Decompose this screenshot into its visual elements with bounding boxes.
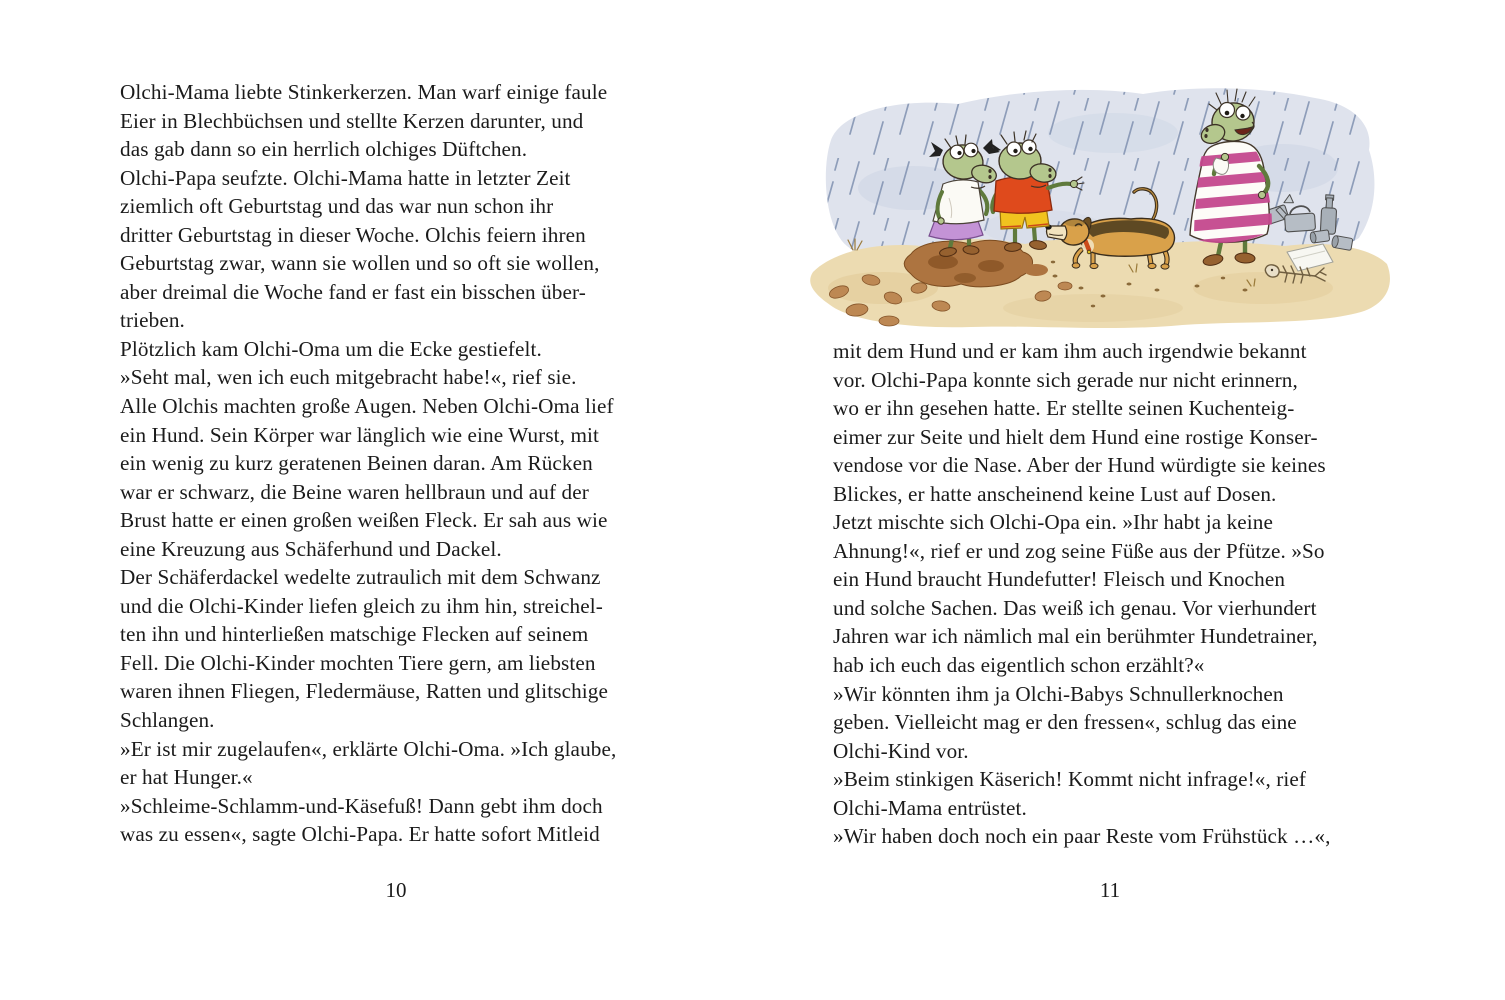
text-line: dritter Geburtstag in dieser Woche. Olchis feiern ihren [120, 222, 586, 247]
text-line: Geburtstag zwar, wann sie wollen und so oft sie wollen, [120, 251, 600, 276]
text-line: Schlangen. [120, 708, 215, 733]
text-line: ziemlich oft Geburtstag und das war nun schon ihr [120, 194, 554, 219]
text-line: vendose vor die Nase. Aber der Hund würdigte sie keines [833, 453, 1326, 478]
text-line: »Schleime-Schlamm-und-Käsefuß! Dann gebt ihm doch [120, 793, 603, 818]
text-line: Plötzlich kam Olchi-Oma um die Ecke gestiefelt. [120, 336, 542, 361]
text-line: Fell. Die Olchi-Kinder mochten Tiere gern, am liebsten [120, 650, 596, 675]
right-text-block [833, 337, 1403, 851]
text-line: geben. Vielleicht mag er den fressen«, schlug das eine [833, 710, 1297, 735]
boy-eye [1022, 140, 1036, 154]
small-can [1310, 230, 1330, 244]
oma-hand [1221, 153, 1228, 160]
text-line: Brust hatte er einen großen weißen Fleck. Er sah aus wie [120, 508, 608, 533]
text-line: eimer zur Seite und hielt dem Hund eine rostige Konser- [833, 424, 1318, 449]
text-line: Blickes, er hatte anscheinend keine Lust auf Dosen. [833, 481, 1277, 506]
right-page-number: 11 [1099, 878, 1121, 902]
text-line: was zu essen«, sagte Olchi-Papa. Er hatte sofort Mitleid [120, 822, 600, 847]
text-line: und solche Sachen. Das weiß ich genau. Vor vierhundert [833, 595, 1317, 620]
text-line: Jetzt mischte sich Olchi-Opa ein. »Ihr habt ja keine [833, 510, 1273, 535]
text-line: Alle Olchis machten große Augen. Neben Olchi-Oma lief [120, 394, 614, 419]
text-line: hab ich euch das eigentlich schon erzählt?« [833, 653, 1205, 678]
text-line: aber dreimal die Woche fand er fast ein bisschen über- [120, 279, 586, 304]
text-line: Olchi-Mama liebte Stinkerkerzen. Man warf einige faule [120, 80, 608, 104]
text-line: Olchi-Papa seufzte. Olchi-Mama hatte in letzter Zeit [120, 165, 571, 190]
left-text-block [120, 78, 690, 849]
illustration-svg [793, 38, 1405, 335]
boy-eye [1007, 142, 1021, 156]
text-line: vor. Olchi-Papa konnte sich gerade nur nicht erinnern, [833, 367, 1298, 392]
text-line: wo er ihn gesehen hatte. Er stellte seinen Kuchenteig- [833, 396, 1295, 421]
text-line: ein Hund braucht Hundefutter! Fleisch und Knochen [833, 567, 1286, 592]
oma-hand [1258, 191, 1265, 198]
girl-eye [964, 143, 978, 157]
text-line: Eier in Blechbüchsen und stellte Kerzen darunter, und [120, 108, 584, 133]
text-line: Olchi-Kind vor. [833, 738, 969, 763]
text-line: »Wir könnten ihm ja Olchi-Babys Schnullerknochen [833, 681, 1284, 706]
text-line: Olchi-Mama entrüstet. [833, 795, 1027, 820]
text-line: er hat Hunger.« [120, 765, 253, 790]
text-line: ten ihn und hinterließen matschige Flecken auf seinem [120, 622, 589, 647]
text-line: das gab dann so ein herrlich olchiges Düftchen. [120, 137, 528, 162]
collar-tag [1087, 250, 1091, 254]
text-line: waren ihnen Fliegen, Fledermäuse, Ratten und glitschige [120, 679, 608, 704]
text-line: ein Hund. Sein Körper war länglich wie eine Wurst, mit [120, 422, 599, 447]
illustration-olchis-in-rain [793, 38, 1405, 335]
girl-hand [938, 218, 944, 224]
text-line: trieben. [120, 308, 185, 333]
text-line: Ahnung!«, rief er und zog seine Füße aus der Pfütze. »So [833, 538, 1325, 563]
text-line: »Beim stinkigen Käserich! Kommt nicht infrage!«, rief [833, 767, 1307, 792]
text-line: mit dem Hund und er kam ihm auch irgendwie bekannt [833, 339, 1307, 363]
text-line: »Er ist mir zugelaufen«, erklärte Olchi-Oma. »Ich glaube, [120, 736, 617, 761]
left-page-number: 10 [385, 878, 407, 902]
text-line: ein wenig zu kurz geratenen Beinen daran. Am Rücken [120, 451, 593, 476]
text-line: »Wir haben doch noch ein paar Reste vom Frühstück …«, [833, 824, 1331, 849]
text-line: eine Kreuzung aus Schäferhund und Dackel. [120, 536, 502, 561]
text-line: war er schwarz, die Beine waren hellbraun und auf der [120, 479, 589, 504]
girl-eye [950, 145, 964, 159]
text-line: »Seht mal, wen ich euch mitgebracht habe!«, rief sie. [120, 365, 577, 390]
text-line: Der Schäferdackel wedelte zutraulich mit dem Schwanz [120, 565, 601, 590]
text-line: Jahren war ich nämlich mal ein berühmter Hundetrainer, [833, 624, 1318, 649]
text-line: und die Olchi-Kinder liefen gleich zu ihm hin, streichel- [120, 593, 603, 618]
